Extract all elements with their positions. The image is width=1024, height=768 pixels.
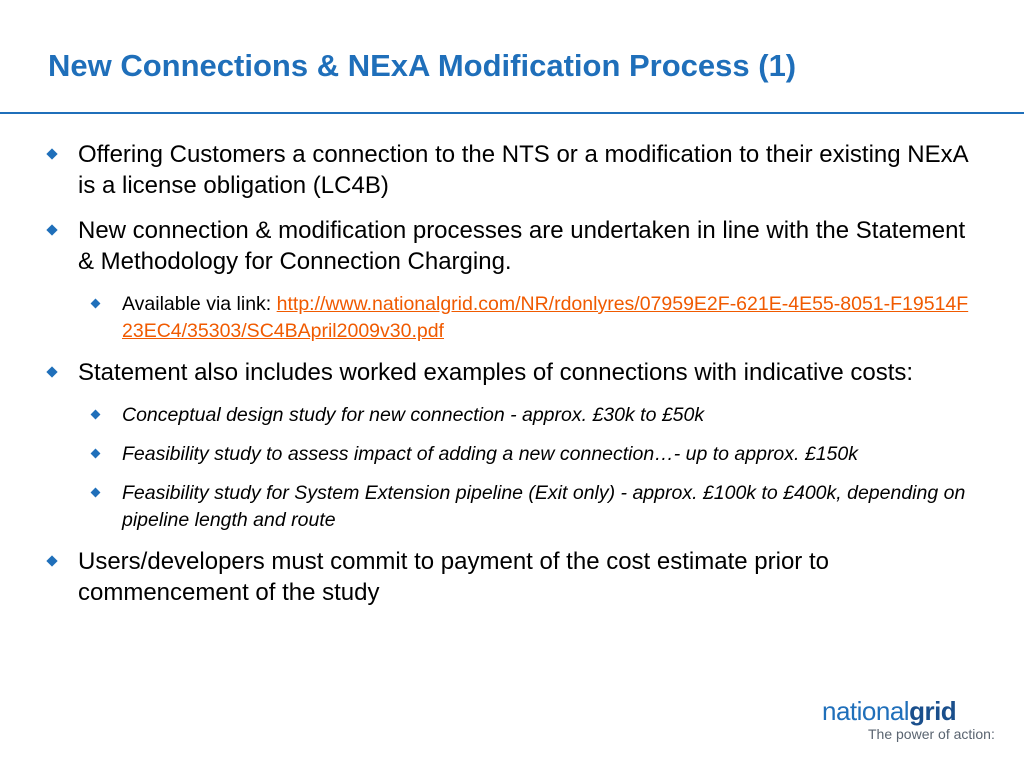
bullet-text: Offering Customers a connection to the NTS or a modification to their existing NExA is a license obligation (LC4B): [78, 141, 968, 199]
diamond-bullet-icon: [91, 299, 101, 309]
logo-word-bold: grid: [909, 696, 957, 726]
bullet-text: Users/developers must commit to payment of the cost estimate prior to commencement of the study: [78, 548, 829, 606]
slide-title: New Connections & NExA Modification Process (1): [48, 48, 797, 83]
diamond-bullet-icon: [91, 488, 101, 498]
sub-bullet-item: [90, 480, 976, 534]
sub-bullet-text: Conceptual design study for new connection - approx. £30k to £50k: [122, 404, 705, 426]
logo-wordmark: [822, 696, 1002, 726]
diamond-bullet-icon: [91, 449, 101, 459]
bullet-item: [46, 357, 976, 388]
logo-word-light: national: [822, 696, 910, 726]
document-link[interactable]: http://www.nationalgrid.com/NR/rdonlyres/07959E2F-621E-4E55-8051-F19514F23EC4/35303/SC4BApril2009v30.pdf: [122, 293, 969, 342]
title-divider: [0, 112, 1024, 114]
bullet-item: [46, 215, 976, 277]
bullet-text: Statement also includes worked examples of connections with indicative costs:: [78, 359, 914, 386]
sub-bullet-item: [90, 441, 976, 468]
bullet-list: [46, 139, 976, 622]
diamond-bullet-icon: [46, 366, 57, 377]
diamond-bullet-icon: [91, 410, 101, 420]
sub-bullet-text: Feasibility study for System Extension pipeline (Exit only) - approx. £100k to £400k, depending on pipeline length and route: [122, 482, 966, 531]
sub-bullet-item: [90, 402, 976, 429]
bullet-text: New connection & modification processes are undertaken in line with the Statement & Methodology for Connection Charging.: [78, 217, 966, 275]
diamond-bullet-icon: [46, 555, 57, 566]
diamond-bullet-icon: [46, 148, 57, 159]
nationalgrid-logo: [822, 696, 1002, 742]
link-prefix: Available via link:: [122, 293, 277, 315]
diamond-bullet-icon: [46, 224, 57, 235]
bullet-item: [46, 139, 976, 201]
sub-bullet-item: [90, 291, 976, 345]
logo-tagline: The power of action:: [868, 726, 995, 742]
bullet-item: [46, 546, 976, 608]
sub-bullet-text: Feasibility study to assess impact of adding a new connection…- up to approx. £150k: [122, 443, 858, 465]
